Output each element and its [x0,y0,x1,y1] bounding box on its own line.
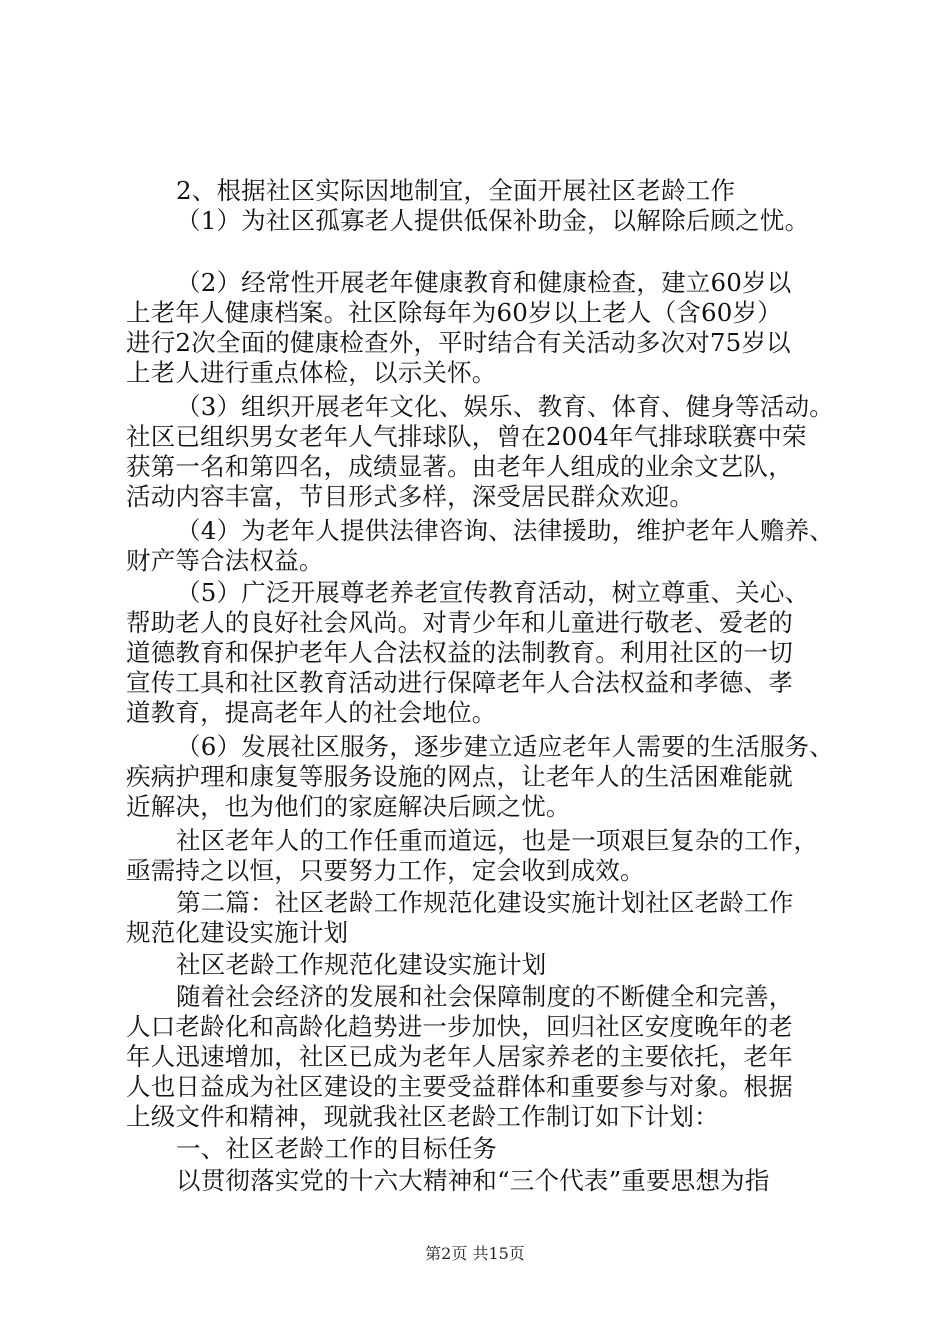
text-line-7: （3）组织开展老年文化、娱乐、教育、体育、健身等活动。 [176,392,834,421]
text-line-8: 社区已组织男女老年人气排球队，曾在2004年气排球联赛中荣 [126,422,807,451]
text-line-16: 宣传工具和社区教育活动进行保障老年人合法权益和孝德、孝 [126,668,793,697]
text-line-27: 人口老龄化和高龄化趋势进一步加快，回归社区安度晚年的老 [126,1012,793,1041]
text-line-25: 社区老龄工作规范化建设实施计划 [176,950,547,979]
text-line-9: 获第一名和第四名，成绩显著。由老年人组成的业余文艺队， [126,452,793,481]
text-line-13: （5）广泛开展尊老养老宣传教育活动，树立尊重、关心、 [176,578,810,607]
text-line-31: 一、社区老龄工作的目标任务 [176,1134,498,1163]
text-line-5: 进行2次全面的健康检查外，平时结合有关活动多次对75岁以 [126,328,791,357]
text-line-1: 2、根据社区实际因地制宜，全面开展社区老龄工作 [176,176,736,205]
text-line-14: 帮助老人的良好社会风尚。对青少年和儿童进行敬老、爱老的 [126,608,793,637]
text-line-23: 第二篇：社区老龄工作规范化建设实施计划社区老龄工作 [176,888,794,917]
text-line-26: 随着社会经济的发展和社会保障制度的不断健全和完善， [176,982,794,1011]
text-line-12: 财产等合法权益。 [126,546,324,575]
text-line-30: 上级文件和精神，现就我社区老龄工作制订如下计划： [126,1102,719,1131]
page-footer: 第2页 共15页 [425,1244,525,1263]
text-line-28: 年人迅速增加，社区已成为老年人居家养老的主要依托，老年 [126,1042,793,1071]
text-line-15: 道德教育和保护老年人合法权益的法制教育。利用社区的一切 [126,638,793,667]
text-line-32: 以贯彻落实党的十六大精神和“三个代表”重要思想为指 [176,1166,770,1195]
text-line-17: 道教育，提高老年人的社会地位。 [126,698,497,727]
text-line-2: （1）为社区孤寡老人提供低保补助金，以解除后顾之忧。 [176,206,810,235]
text-line-4: 上老年人健康档案。社区除每年为60岁以上老人（含60岁） [126,298,782,327]
text-line-19: 疾病护理和康复等服务设施的网点，让老年人的生活困难能就 [126,762,793,791]
text-line-11: （4）为老年人提供法律咨询、法律援助，维护老年人赡养、 [176,516,834,545]
text-line-10: 活动内容丰富，节目形式多样，深受居民群众欢迎。 [126,482,695,511]
text-line-3: （2）经常性开展老年健康教育和健康检查，建立60岁以 [176,268,792,297]
text-line-21: 社区老年人的工作任重而道远，也是一项艰巨复杂的工作， [176,826,819,855]
text-line-18: （6）发展社区服务，逐步建立适应老年人需要的生活服务、 [176,732,834,761]
text-line-20: 近解决，也为他们的家庭解决后顾之忧。 [126,792,571,821]
text-line-6: 上老人进行重点体检，以示关怀。 [126,358,497,387]
text-line-24: 规范化建设实施计划 [126,918,349,947]
text-line-22: 亟需持之以恒，只要努力工作，定会收到成效。 [126,856,645,885]
text-line-29: 人也日益成为社区建设的主要受益群体和重要参与对象。根据 [126,1072,793,1101]
